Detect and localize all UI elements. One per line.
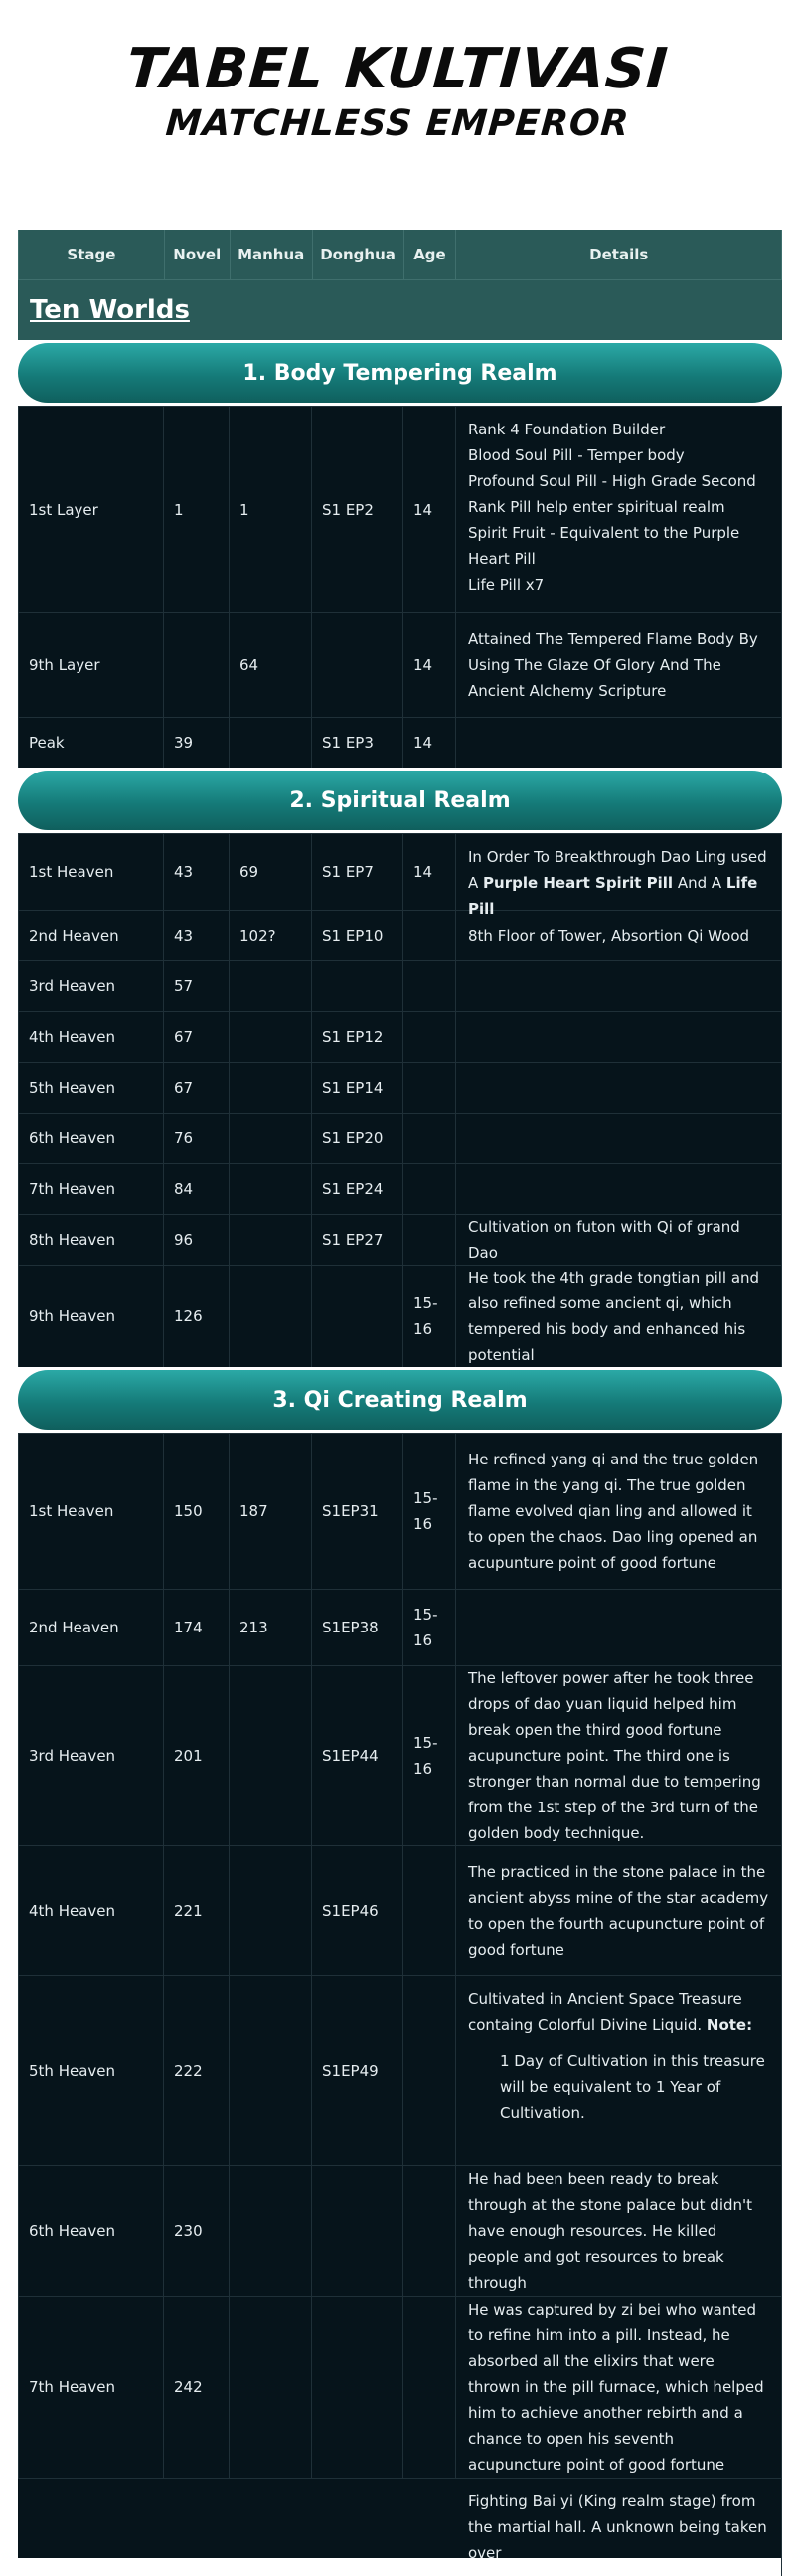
cell-age: 14 <box>403 834 456 910</box>
header-stage: Stage <box>19 230 165 279</box>
cell-donghua: S1EP44 <box>312 1666 403 1845</box>
cell-novel: 43 <box>164 911 230 960</box>
cell-donghua: S1EP31 <box>312 1434 403 1589</box>
table-row <box>18 1113 782 1163</box>
cell-details: The practiced in the stone palace in the ancient abyss mine of the star academy to open the fourth acupuncture point of good fortune <box>456 1846 782 1975</box>
cell-stage: 1st Heaven <box>18 1434 164 1589</box>
detail-text: And A <box>673 874 726 892</box>
cell-age: 15-16 <box>403 1590 456 1665</box>
cell-manhua <box>230 1164 312 1214</box>
table-row <box>18 406 782 612</box>
cell-details: He was captured by zi bei who wanted to refine him into a pill. Instead, he absorbed all the elixirs that were thrown in the pill furnace, which helped him to achieve another rebirth and a chance to open his seventh acupuncture point of good fortune <box>456 2297 782 2478</box>
cell-details: He had been been ready to break through at the stone palace but didn't have enough resources. He killed people and got resources to break through <box>456 2166 782 2296</box>
cell-novel: 96 <box>164 1215 230 1265</box>
section-body-tempering: 1. Body Tempering Realm <box>18 343 782 403</box>
cell-novel: 242 <box>164 2297 230 2478</box>
header-novel: Novel <box>165 230 231 279</box>
cell-stage: 1st Layer <box>18 407 164 612</box>
cell-age: 14 <box>403 613 456 717</box>
cell-stage: 2nd Heaven <box>18 1590 164 1665</box>
cell-stage: 6th Heaven <box>18 1114 164 1163</box>
table-row <box>18 1163 782 1214</box>
cell-details <box>456 407 782 612</box>
detail-line: Life Pill x7 <box>468 576 545 594</box>
cell-novel: 174 <box>164 1590 230 1665</box>
cell-manhua <box>230 1012 312 1062</box>
table-row <box>18 1975 782 2165</box>
cell-donghua <box>312 2166 403 2296</box>
cell-age <box>403 1063 456 1113</box>
cell-manhua <box>230 1976 312 2165</box>
detail-note: 1 Day of Cultivation in this treasure will be equivalent to 1 Year of Cultivation. <box>500 2052 765 2122</box>
cell-manhua: 69 <box>230 834 312 910</box>
cell-manhua <box>230 1266 312 1367</box>
header-details: Details <box>456 230 782 279</box>
cell-details: 8th Floor of Tower, Absortion Qi Wood <box>456 911 782 960</box>
cell-donghua: S1 EP7 <box>312 834 403 910</box>
cell-stage: Peak <box>18 718 164 768</box>
cell-age <box>403 1215 456 1265</box>
cell-age <box>403 961 456 1011</box>
table-row <box>18 1062 782 1113</box>
cell-age <box>403 1012 456 1062</box>
table-header <box>18 230 782 279</box>
cell-details: Cultivation on futon with Qi of grand Dao <box>456 1215 782 1265</box>
cell-donghua: S1 EP12 <box>312 1012 403 1062</box>
detail-line: Blood Soul Pill - Temper body <box>468 446 685 464</box>
table-row <box>18 2478 782 2562</box>
cell-donghua: S1EP38 <box>312 1590 403 1665</box>
table-row <box>18 717 782 768</box>
cell-stage: 7th Heaven <box>18 2297 164 2478</box>
cell-details: He took the 4th grade tongtian pill and also refined some ancient qi, which tempered his body and enhanced his potential <box>456 1266 782 1367</box>
cell-details: He refined yang qi and the true golden flame in the yang qi. The true golden flame evolved qian ling and allowed it to open the chaos. Dao ling opened an acupunture point of good fortune <box>456 1434 782 1589</box>
cell-stage: 6th Heaven <box>18 2166 164 2296</box>
section-qi-creating: 3. Qi Creating Realm <box>18 1370 782 1430</box>
header-manhua: Manhua <box>231 230 313 279</box>
cell-novel: 67 <box>164 1063 230 1113</box>
cell-stage: 4th Heaven <box>18 1846 164 1975</box>
detail-bold: Note: <box>706 2016 753 2034</box>
detail-line: Rank 4 Foundation Builder <box>468 421 666 438</box>
cell-novel: 39 <box>164 718 230 768</box>
cell-manhua: 102? <box>230 911 312 960</box>
cell-manhua: 213 <box>230 1590 312 1665</box>
cell-donghua <box>312 613 403 717</box>
cell-age <box>403 2166 456 2296</box>
cell-donghua: S1 EP2 <box>312 407 403 612</box>
cell-details <box>456 961 782 1011</box>
cell-manhua <box>230 718 312 768</box>
cell-stage: 7th Heaven <box>18 1164 164 1214</box>
cell-novel: 43 <box>164 834 230 910</box>
cell-novel <box>164 613 230 717</box>
cell-age <box>403 911 456 960</box>
cell-manhua <box>230 961 312 1011</box>
cell-stage: 8th Heaven <box>18 1215 164 1265</box>
cell-stage: 9th Heaven <box>18 1266 164 1367</box>
page-title: TABEL KULTIVASI <box>124 37 671 101</box>
cell-stage: 9th Layer <box>18 613 164 717</box>
cell-manhua <box>230 1215 312 1265</box>
cell-donghua: S1 EP20 <box>312 1114 403 1163</box>
table-row <box>18 612 782 717</box>
table-row <box>18 910 782 960</box>
cell-manhua: 64 <box>230 613 312 717</box>
cell-novel: 1 <box>164 407 230 612</box>
table-row <box>18 1011 782 1062</box>
group-row <box>18 279 782 340</box>
cell-age <box>403 1846 456 1975</box>
cell-novel: 57 <box>164 961 230 1011</box>
cell-novel: 67 <box>164 1012 230 1062</box>
cell-details <box>456 1114 782 1163</box>
cell-details: The leftover power after he took three drops of dao yuan liquid helped him break open the third good fortune acupuncture point. The third one is stronger than normal due to tempering from the 1st step of the 3rd turn of the golden body technique. <box>456 1666 782 1845</box>
cell-manhua <box>230 1666 312 1845</box>
cell-donghua <box>312 2297 403 2478</box>
cell-stage: 5th Heaven <box>18 1063 164 1113</box>
detail-bold: Purple Heart Spirit Pill <box>483 874 674 892</box>
cell-manhua: 1 <box>230 407 312 612</box>
table-row <box>18 2165 782 2296</box>
detail-line: Spirit Fruit - Equivalent to the Purple Heart Pill <box>468 524 740 568</box>
cell-age <box>403 2297 456 2478</box>
cell-novel: 201 <box>164 1666 230 1845</box>
cell-details: Attained The Tempered Flame Body By Using The Glaze Of Glory And The Ancient Alchemy Scripture <box>456 613 782 717</box>
cell-stage: 5th Heaven <box>18 1976 164 2165</box>
cell-details <box>456 1590 782 1665</box>
cell-stage: 3rd Heaven <box>18 961 164 1011</box>
cell-details: Fighting Bai yi (King realm stage) from the martial hall. A unknown being taken over <box>456 2479 782 2576</box>
cell-age: 15-16 <box>403 1666 456 1845</box>
page-subtitle: MATCHLESS EMPEROR <box>164 103 631 144</box>
cell-stage: 3rd Heaven <box>18 1666 164 1845</box>
header-donghua: Donghua <box>313 230 404 279</box>
table-row <box>18 1665 782 1845</box>
detail-line: Profound Soul Pill - High Grade Second Rank Pill help enter spiritual realm <box>468 472 756 516</box>
cell-details <box>456 1976 782 2165</box>
cell-donghua: S1 EP3 <box>312 718 403 768</box>
cell-manhua <box>230 1114 312 1163</box>
table-row <box>18 2296 782 2478</box>
cell-age <box>403 1976 456 2165</box>
detail-bold: Life Pill <box>468 874 758 918</box>
cell-novel: 230 <box>164 2166 230 2296</box>
cell-manhua <box>230 2297 312 2478</box>
detail-text: In Order To Breakthrough Dao Ling used A <box>468 848 767 892</box>
table-row <box>18 833 782 918</box>
table-row <box>18 1845 782 1975</box>
cell-novel: 76 <box>164 1114 230 1163</box>
cell-manhua: 187 <box>230 1434 312 1589</box>
group-title: Ten Worlds <box>30 295 190 325</box>
cell-stage: 1st Heaven <box>18 834 164 910</box>
table-row <box>18 1265 782 1367</box>
cell-details <box>456 1012 782 1062</box>
table-row <box>18 1433 782 1589</box>
cell-details <box>456 1164 782 1214</box>
cell-manhua <box>230 2166 312 2296</box>
cell-donghua: S1EP49 <box>312 1976 403 2165</box>
cell-age <box>403 1114 456 1163</box>
cell-age: 14 <box>403 407 456 612</box>
cell-manhua <box>230 1063 312 1113</box>
cell-novel: 150 <box>164 1434 230 1589</box>
cell-novel: 221 <box>164 1846 230 1975</box>
cell-novel: 84 <box>164 1164 230 1214</box>
cell-age: 15-16 <box>403 1266 456 1367</box>
cell-donghua: S1EP46 <box>312 1846 403 1975</box>
cell-details <box>456 718 782 768</box>
cell-donghua: S1 EP14 <box>312 1063 403 1113</box>
cell-stage: 2nd Heaven <box>18 911 164 960</box>
table-row <box>18 1214 782 1265</box>
cell-donghua <box>312 961 403 1011</box>
cultivation-table <box>18 230 782 2562</box>
section-spiritual: 2. Spiritual Realm <box>18 771 782 830</box>
table-row <box>18 1589 782 1665</box>
cell-age: 15-16 <box>403 1434 456 1589</box>
cell-details <box>456 1063 782 1113</box>
cell-novel: 126 <box>164 1266 230 1367</box>
cell-donghua: S1 EP10 <box>312 911 403 960</box>
cell-manhua <box>230 1846 312 1975</box>
cell-donghua: S1 EP27 <box>312 1215 403 1265</box>
header-age: Age <box>404 230 457 279</box>
cell-age: 14 <box>403 718 456 768</box>
detail-text: Cultivated in Ancient Space Treasure containg Colorful Divine Liquid. <box>468 1990 742 2034</box>
table-row <box>18 960 782 1011</box>
cell-donghua <box>312 1266 403 1367</box>
cell-donghua: S1 EP24 <box>312 1164 403 1214</box>
cell-stage: 4th Heaven <box>18 1012 164 1062</box>
cell-age <box>403 1164 456 1214</box>
cell-novel: 222 <box>164 1976 230 2165</box>
cell-details <box>456 834 782 918</box>
